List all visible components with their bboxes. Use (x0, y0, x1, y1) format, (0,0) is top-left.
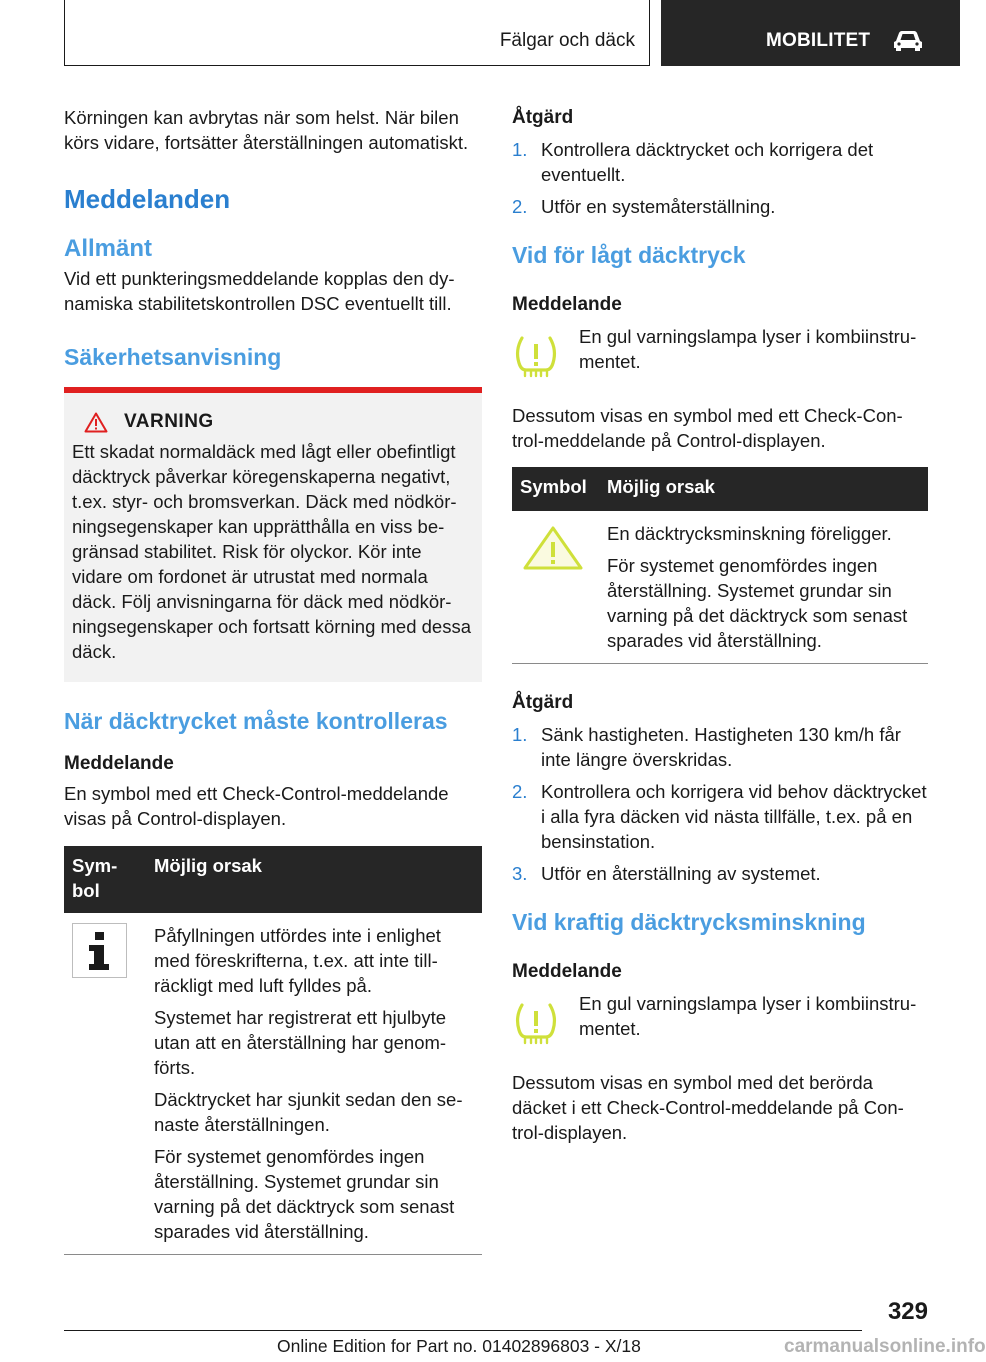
watermark: carmanualsonline.info (784, 1336, 986, 1357)
subheading-message: Meddelande (512, 961, 622, 982)
subheading-action: Åtgärd (512, 692, 574, 713)
header-section-box (64, 0, 650, 66)
list-item: 3. Utför en återställning av systemet. (512, 863, 821, 884)
list-item: 1. Sänk hastigheten. Hastigheten 130 km/h får inte längre överskridas. (512, 724, 901, 770)
action-steps-2 (512, 722, 928, 886)
list-item: 2. Kontrollera och korrigera vid behov däcktrycket i alla fyra däcken vid nästa tillfälle, t.ex. på en bensinstation. (512, 781, 927, 852)
heading-safety: Säkerhetsanvisning (64, 344, 282, 370)
heading-low-pressure: Vid för lågt däcktryck (512, 242, 746, 268)
page-number: 329 (887, 1298, 928, 1325)
table-row (64, 913, 482, 1255)
cause-text-1: En däcktrycksminskning föreligger. (607, 523, 892, 544)
warning-title: VARNING (124, 411, 214, 432)
footer-divider (64, 1330, 862, 1331)
table-header-symbol: Symbol (512, 467, 607, 511)
action-steps-1 (512, 137, 928, 219)
header-section-title: Fälgar och däck (499, 30, 635, 51)
subheading-message: Meddelande (512, 294, 622, 315)
tire-pressure-lamp-icon (512, 1001, 560, 1045)
heading-messages: Meddelanden (64, 184, 231, 214)
table-header-cause: Möjlig orsak (146, 846, 482, 913)
warning-text: Ett skadat normaldäck med lågt eller obefintligt däcktryck påverkar köregenskaperna negativt, t.ex. styr- och bromsverkan. Däck med nödkörningsegenskaper kan upprätthålla en viss begränsad stabilitet. Risk för olyckor. Kör inte vidare om fordonet är utrustat med normala däck. Följ anvisningarna för däck med nödkörningsegenskaper och fortsatt körning med dessa däck. (72, 441, 472, 662)
general-paragraph: Vid ett punkteringsmeddelande kopplas den dynamiska stabilitetskontrollen DSC eventuellt till. (64, 268, 455, 314)
cause-text-3: Däcktrycket har sjunkit sedan den senaste återställningen. (154, 1089, 463, 1135)
car-icon (892, 28, 924, 52)
list-item: 1. Kontrollera däcktrycket och korrigera det eventuellt. (512, 139, 874, 185)
subheading-action: Åtgärd (512, 107, 574, 128)
heading-when-check: När däcktrycket måste kontrolleras (64, 708, 448, 734)
table-header-cause: Möjlig orsak (607, 467, 928, 511)
warning-triangle-icon (84, 412, 108, 433)
cause-table-left (64, 846, 482, 1255)
cause-text-4: För systemet genomfördes ingen återställning. Systemet grundar sin varning på det däcktryck som senast sparades vid återställning. (154, 1146, 455, 1242)
header-chapter-box (661, 0, 960, 66)
warning-lamp-message (512, 324, 928, 383)
lamp-paragraph: En gul varningslampa lyser i kombiinstrumentet. (579, 326, 917, 372)
table-header-symbol: Sym- bol (64, 846, 146, 913)
cause-text-2: Systemet har registrerat ett hjulbyte utan att en återställning har genomförts. (154, 1007, 447, 1078)
warning-lamp-message (512, 991, 928, 1050)
warning-title-row (72, 411, 474, 433)
footer-edition: Online Edition for Part no. 01402896803 - X/18 (277, 1336, 641, 1356)
header-chapter-title: MOBILITET (766, 30, 871, 51)
table-header-row (512, 467, 928, 511)
table-row (512, 511, 928, 664)
info-symbol-icon (72, 923, 127, 978)
warning-triangle-symbol-icon (520, 523, 586, 573)
intro-paragraph: Körningen kan avbrytas när som helst. När bilen körs vidare, fortsätter återställningen automatiskt. (64, 107, 469, 153)
subheading-message: Meddelande (64, 753, 174, 774)
cause-table-right (512, 467, 928, 664)
warning-box (64, 387, 482, 682)
right-column (512, 100, 928, 1145)
heading-strong-drop: Vid kraftig däcktrycksminskning (512, 909, 866, 935)
strong-drop-paragraph: Dessutom visas en symbol med det berörda däcket i ett Check-Control-meddelande på Control-displayen. (512, 1072, 904, 1143)
cause-text-1: Påfyllningen utfördes inte i enlighet med föreskrifterna, t.ex. att inte tillräckligt med luft fylldes på. (154, 925, 441, 996)
list-item: 2. Utför en systemåterställning. (512, 196, 776, 217)
tire-pressure-lamp-icon (512, 334, 560, 378)
left-column (64, 100, 482, 1255)
check-paragraph: En symbol med ett Check-Control-meddelande visas på Control-displayen. (64, 783, 449, 829)
cause-text-2: För systemet genomfördes ingen återställning. Systemet grundar sin varning på det däcktryck som senast sparades vid återställning. (607, 555, 908, 651)
low-pressure-paragraph: Dessutom visas en symbol med ett Check-Control-meddelande på Control-displayen. (512, 405, 903, 451)
heading-general: Allmänt (64, 235, 153, 262)
table-header-row (64, 846, 482, 913)
lamp-paragraph: En gul varningslampa lyser i kombiinstrumentet. (579, 993, 917, 1039)
